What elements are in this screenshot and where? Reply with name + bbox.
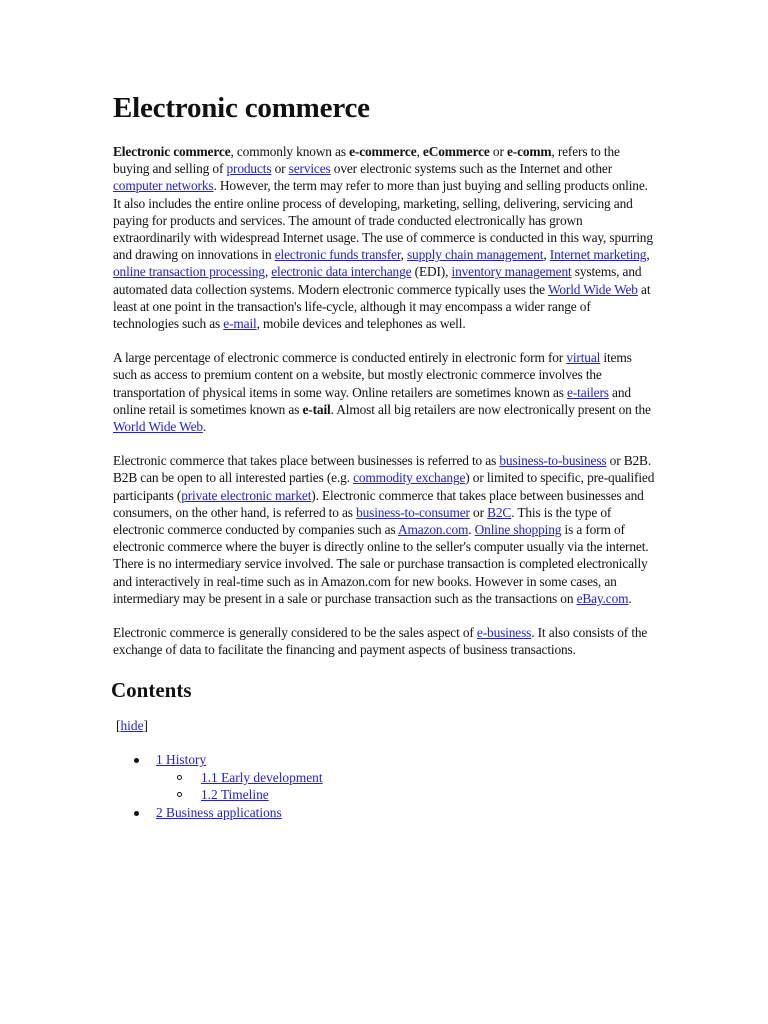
- bold-term: e-comm: [506, 144, 552, 159]
- link-commodity-exchange[interactable]: commodity exchange: [353, 470, 466, 486]
- toc-link-timeline[interactable]: 1.2 Timeline: [201, 787, 269, 803]
- link-online-shopping[interactable]: Online shopping: [474, 522, 562, 538]
- toc-link-history[interactable]: 1 History: [156, 752, 207, 768]
- circle-bullet-icon: [177, 775, 182, 780]
- link-supply-chain-management[interactable]: supply chain management: [407, 247, 544, 263]
- text: ,: [416, 144, 423, 159]
- text: items such as access to premium content on a website, but mostly electronic commerce involves the transportation of physical items in some way. Online retailers are sometimes known as: [113, 350, 632, 400]
- hide-toc-link[interactable]: hide: [120, 718, 144, 734]
- link-electronic-funds-transfer[interactable]: electronic funds transfer: [274, 247, 401, 263]
- text: ,: [400, 247, 407, 263]
- text: ). Electronic commerce that takes place between businesses and consumers, on the other hand, is referred to as: [113, 487, 644, 520]
- toc-item-early-development: [113, 769, 658, 787]
- text: .: [202, 419, 207, 435]
- text: systems, and automated data collection systems. Modern electronic commerce typically uses the: [113, 264, 642, 297]
- toc-item-business-applications: [113, 804, 658, 822]
- table-of-contents: [113, 751, 658, 821]
- link-amazon-com[interactable]: Amazon.com: [397, 522, 469, 538]
- link-electronic-data-interchange[interactable]: electronic data interchange: [271, 264, 412, 280]
- text: ,: [646, 247, 650, 263]
- text: .: [628, 590, 632, 606]
- link-business-to-business[interactable]: business-to-business: [499, 453, 607, 469]
- text: is a form of electronic commerce where the buyer is directly online to the seller's computer usually via the internet. There is no intermediary service involved. The sale or purchase transaction is completed electronically and interactively in real-time such as in Amazon.com for new books. However in some cases, an intermediary may be present in a sale or purchase transaction such as the transactions on: [113, 522, 649, 606]
- disc-bullet-icon: [134, 811, 139, 816]
- text: ,: [264, 264, 272, 280]
- bold-term: e-tail: [302, 401, 331, 417]
- paragraph-virtual: [113, 349, 658, 435]
- text: A large percentage of electronic commerce is conducted entirely in electronic form for: [113, 350, 567, 366]
- toc-link-early-development[interactable]: 1.1 Early development: [201, 769, 323, 785]
- text: . This is the type of electronic commerce conducted by companies such as: [113, 504, 612, 538]
- article: [113, 90, 658, 821]
- toc-link-business-applications[interactable]: 2 Business applications: [156, 804, 282, 820]
- link-world-wide-web[interactable]: World Wide Web: [547, 281, 638, 297]
- page-title: Electronic commerce: [113, 92, 370, 124]
- text: (EDI),: [411, 264, 452, 280]
- paragraph-intro: [113, 143, 658, 332]
- link-services[interactable]: services: [288, 161, 331, 177]
- link-online-transaction-processing[interactable]: online transaction processing: [113, 264, 265, 280]
- text: ) or limited to specific, pre-qualified participants (: [113, 470, 655, 503]
- text: ,: [543, 247, 550, 263]
- toc-item-history: [113, 751, 658, 769]
- text: or B2B. B2B can be open to all interested parties (e.g.: [113, 453, 652, 486]
- link-e-mail[interactable]: e-mail: [223, 316, 257, 332]
- toc-toggle: [116, 717, 658, 734]
- bracket: ]: [143, 718, 148, 734]
- link-virtual[interactable]: virtual: [566, 350, 601, 366]
- text: Electronic commerce that takes place between businesses is referred to as: [113, 453, 500, 469]
- bracket: [: [116, 718, 121, 734]
- paragraph-b2b: [113, 452, 658, 607]
- bold-term: Electronic commerce: [113, 144, 231, 159]
- link-computer-networks[interactable]: computer networks: [113, 178, 214, 194]
- link-business-to-consumer[interactable]: business-to-consumer: [356, 504, 470, 520]
- text: or: [469, 504, 488, 520]
- text: at least at one point in the transaction's life-cycle, although it may encompass a wider range of technologies such as: [113, 281, 651, 332]
- text: over electronic systems such as the Internet and other: [330, 161, 613, 177]
- text: . However, the term may refer to more than just buying and selling products online. It also includes the entire online process of developing, marketing, selling, delivering, servicing and paying for products and services. The amount of trade conducted electronically has grown extraordinarily with widespread Internet usage. The use of commerce is conducted in this way, spurring and drawing on innovations in: [113, 178, 653, 263]
- disc-bullet-icon: [134, 758, 139, 763]
- link-private-electronic-market[interactable]: private electronic market: [181, 487, 312, 503]
- link-ebay-com[interactable]: eBay.com: [576, 590, 629, 606]
- link-internet-marketing[interactable]: Internet marketing: [549, 247, 647, 263]
- text: .: [468, 522, 475, 538]
- text: or: [489, 144, 507, 159]
- text: Electronic commerce is generally considered to be the sales aspect of: [113, 625, 477, 641]
- bold-term: e-commerce: [349, 144, 417, 159]
- text: , refers to the buying and selling of: [113, 144, 620, 177]
- text: , commonly known as: [230, 144, 350, 159]
- link-e-business[interactable]: e-business: [476, 625, 532, 641]
- paragraph-e-business: [113, 624, 658, 658]
- text: or: [271, 161, 289, 177]
- toc-item-timeline: [113, 786, 658, 804]
- bold-term: eCommerce: [422, 144, 490, 159]
- link-b2c[interactable]: B2C: [487, 504, 512, 520]
- text: . It also consists of the exchange of data to facilitate the financing and payment aspects of business transactions.: [113, 625, 648, 658]
- contents-heading: Contents: [111, 678, 192, 703]
- link-world-wide-web-2[interactable]: World Wide Web: [113, 419, 203, 435]
- text: , mobile devices and telephones as well.: [256, 316, 466, 332]
- text: and online retail is sometimes known as: [113, 384, 631, 417]
- text: . Almost all big retailers are now electronically present on the: [330, 401, 651, 417]
- link-e-tailers[interactable]: e-tailers: [567, 384, 609, 400]
- link-products[interactable]: products: [226, 161, 272, 177]
- link-inventory-management[interactable]: inventory management: [451, 264, 572, 280]
- circle-bullet-icon: [177, 792, 182, 797]
